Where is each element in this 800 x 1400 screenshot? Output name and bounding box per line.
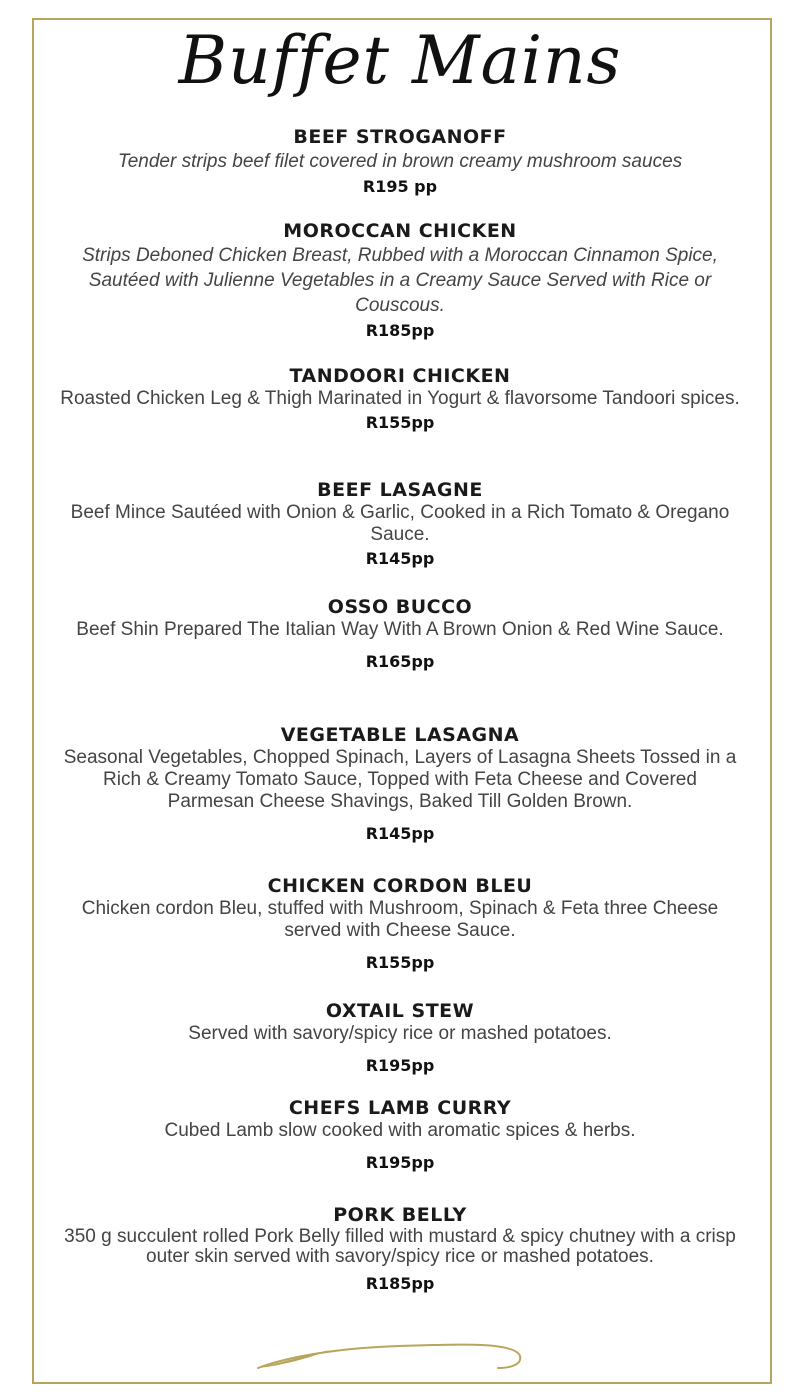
- item-price: R195pp: [365, 1153, 435, 1172]
- item-price: R195pp: [365, 1056, 435, 1075]
- item-name: OXTAIL STEW: [325, 1000, 475, 1022]
- item-price: R185pp: [365, 1274, 435, 1293]
- item-description: Cubed Lamb slow cooked with aromatic spices & herbs.: [164, 1120, 636, 1141]
- gold-swoosh-ornament: [250, 1338, 530, 1378]
- menu-item: [60, 1203, 740, 1295]
- item-description: Roasted Chicken Leg & Thigh Marinated in Yogurt & flavorsome Tandoori spices.: [60, 388, 740, 409]
- item-description: Chicken cordon Bleu, stuffed with Mushroom, Spinach & Feta three Cheese served with Cheese Sauce.: [81, 898, 719, 941]
- item-name: MOROCCAN CHICKEN: [283, 220, 517, 242]
- menu-item: [60, 125, 740, 198]
- item-description: Served with savory/spicy rice or mashed potatoes.: [188, 1023, 612, 1044]
- item-price: R195 pp: [362, 177, 438, 196]
- item-price: R155pp: [365, 953, 435, 972]
- item-name: CHEFS LAMB CURRY: [288, 1097, 512, 1119]
- item-price: R145pp: [365, 549, 435, 568]
- item-name: TANDOORI CHICKEN: [289, 365, 511, 387]
- item-price: R185pp: [365, 321, 435, 340]
- item-price: R165pp: [365, 652, 435, 671]
- menu-item: [60, 219, 740, 342]
- menu-item: [60, 1096, 740, 1174]
- item-price: R155pp: [365, 413, 435, 432]
- item-description: Seasonal Vegetables, Chopped Spinach, Layers of Lasagna Sheets Tossed in a Rich & Creamy Tomato Sauce, Topped with Feta Cheese and Covered Parmesan Cheese Shavings, Baked Till Golden Brown.: [63, 747, 737, 812]
- item-description: Beef Mince Sautéed with Onion & Garlic, Cooked in a Rich Tomato & Oregano Sauce.: [70, 502, 730, 545]
- menu-item: [60, 723, 740, 845]
- menu-item: [60, 595, 740, 673]
- item-name: BEEF STROGANOFF: [293, 126, 507, 148]
- item-description: Tender strips beef filet covered in brown creamy mushroom sauces: [117, 151, 683, 172]
- item-description: 350 g succulent rolled Pork Belly filled with mustard & spicy chutney with a crisp outer skin served with savory/spicy rice or mashed potatoes.: [64, 1226, 736, 1267]
- item-name: PORK BELLY: [333, 1204, 467, 1226]
- menu-item: [60, 874, 740, 974]
- item-price: R145pp: [365, 824, 435, 843]
- item-description: Beef Shin Prepared The Italian Way With A Brown Onion & Red Wine Sauce.: [76, 619, 724, 640]
- page-title: Buffet Mains: [178, 22, 622, 99]
- menu-item: [60, 999, 740, 1077]
- item-description: Strips Deboned Chicken Breast, Rubbed with a Moroccan Cinnamon Spice, Sautéed with Julienne Vegetables in a Creamy Sauce Served with Rice or Couscous.: [82, 245, 718, 316]
- menu-item: [60, 364, 740, 434]
- item-name: OSSO BUCCO: [327, 596, 473, 618]
- item-name: CHICKEN CORDON BLEU: [267, 875, 533, 897]
- item-name: VEGETABLE LASAGNA: [280, 724, 520, 746]
- menu-item: [60, 478, 740, 570]
- item-name: BEEF LASAGNE: [317, 479, 483, 501]
